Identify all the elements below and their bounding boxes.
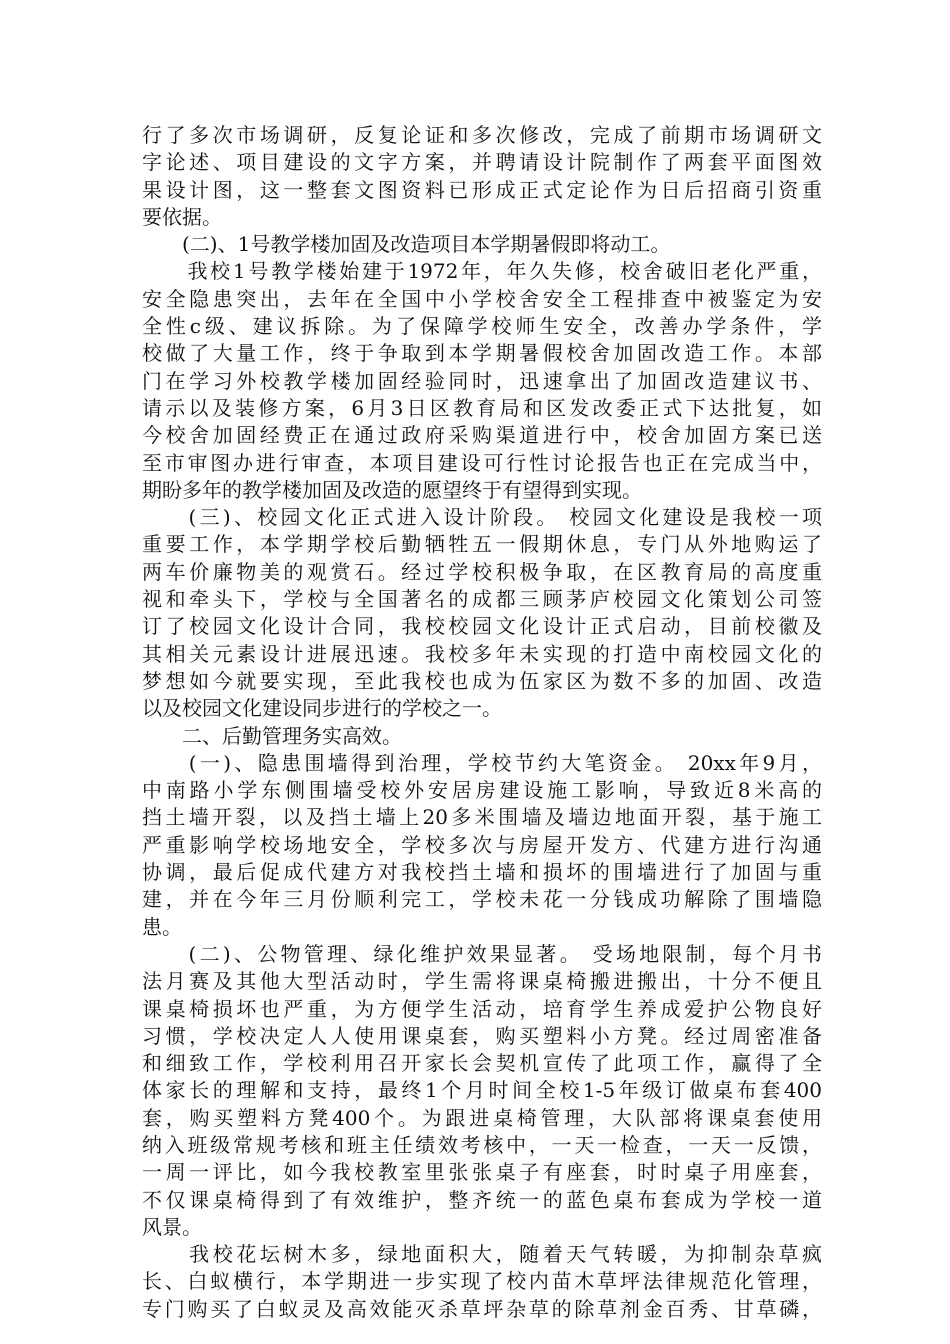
text-line: 习惯，学校决定人人使用课桌套，购买塑料小方凳。经过周密准备 — [142, 1023, 822, 1048]
text-line: 以及校园文化建设同步进行的学校之一。 — [142, 696, 502, 721]
text-line: 今校舍加固经费正在通过政府采购渠道进行中，校舍加固方案已送 — [142, 423, 822, 448]
text-line: (二)、公物管理、绿化维护效果显著。 受场地限制，每个月书 — [142, 941, 822, 966]
text-line: 和细致工作，学校利用召开家长会契机宣传了此项工作，赢得了全 — [142, 1051, 822, 1076]
text-line: 法月赛及其他大型活动时，学生需将课桌椅搬进搬出，十分不便且 — [142, 969, 822, 994]
text-line: 严重影响学校场地安全，学校多次与房屋开发方、代建方进行沟通 — [142, 832, 822, 857]
text-line: 套，购买塑料方凳400个。为跟进桌椅管理，大队部将课桌套使用 — [142, 1105, 822, 1130]
text-line: 风景。 — [142, 1214, 202, 1239]
text-line: 请示以及装修方案，6月3日区教育局和区发改委正式下达批复，如 — [142, 395, 822, 420]
text-line: 不仅课桌椅得到了有效维护，整齐统一的蓝色桌布套成为学校一道 — [142, 1187, 822, 1212]
text-line: 梦想如今就要实现，至此我校也成为伍家区为数不多的加固、改造 — [142, 668, 822, 693]
text-line: 其相关元素设计进展迅速。我校多年未实现的打造中南校园文化的 — [142, 641, 822, 666]
text-line: 二、后勤管理务实高效。 — [142, 723, 402, 748]
text-line: 体家长的理解和支持，最终1个月时间全校1-5年级订做桌布套400 — [142, 1078, 822, 1103]
text-line: 专门购买了白蚁灵及高效能灭杀草坪杂草的除草剂金百秀、甘草磷， — [142, 1296, 822, 1321]
text-line: 一周一评比，如今我校教室里张张桌子有座套，时时桌子用座套， — [142, 1160, 822, 1185]
text-line: 视和牵头下，学校与全国著名的成都三顾茅庐校园文化策划公司签 — [142, 587, 822, 612]
text-line: 门在学习外校教学楼加固经验同时，迅速拿出了加固改造建议书、 — [142, 368, 822, 393]
text-line: 全性c级、建议拆除。为了保障学校师生安全，改善办学条件，学 — [142, 314, 822, 339]
text-line: 校做了大量工作，终于争取到本学期暑假校舍加固改造工作。本部 — [142, 341, 822, 366]
text-line: 我校花坛树木多，绿地面积大，随着天气转暖，为抑制杂草疯 — [142, 1242, 822, 1267]
text-line: 中南路小学东侧围墙受校外安居房建设施工影响，导致近8米高的 — [142, 778, 822, 803]
text-line: 纳入班级常规考核和班主任绩效考核中，一天一检查，一天一反馈， — [142, 1132, 822, 1157]
document-body — [142, 122, 822, 1323]
text-line: 订了校园文化设计合同，我校校园文化设计正式启动，目前校徽及 — [142, 614, 822, 639]
text-line: 字论述、项目建设的文字方案，并聘请设计院制作了两套平面图效 — [142, 150, 822, 175]
text-line: 课桌椅损坏也严重，为方便学生活动，培育学生养成爱护公物良好 — [142, 996, 822, 1021]
text-line: 长、白蚁横行，本学期进一步实现了校内苗木草坪法律规范化管理， — [142, 1269, 822, 1294]
text-line: 行了多次市场调研，反复论证和多次修改，完成了前期市场调研文 — [142, 123, 822, 147]
text-line: 安全隐患突出，去年在全国中小学校舍安全工程排查中被鉴定为安 — [142, 286, 822, 311]
text-line: 协调，最后促成代建方对我校挡土墙和损坏的围墙进行了加固与重 — [142, 860, 822, 885]
text-line: (一)、隐患围墙得到治理，学校节约大笔资金。 20xx年9月， — [142, 750, 822, 775]
text-line: 至市审图办进行审查，本项目建设可行性讨论报告也正在完成当中， — [142, 450, 822, 475]
text-line: 期盼多年的教学楼加固及改造的愿望终于有望得到实现。 — [142, 477, 642, 502]
text-line: (三)、校园文化正式进入设计阶段。 校园文化建设是我校一项 — [142, 505, 822, 530]
text-line: 果设计图，这一整套文图资料已形成正式定论作为日后招商引资重 — [142, 177, 822, 202]
text-line: (二)、1号教学楼加固及改造项目本学期暑假即将动工。 — [142, 232, 671, 257]
text-line: 重要工作，本学期学校后勤牺牲五一假期休息，专门从外地购运了 — [142, 532, 822, 557]
text-line: 要依据。 — [142, 204, 222, 229]
text-line: 建，并在今年三月份顺利完工，学校未花一分钱成功解除了围墙隐 — [142, 887, 822, 912]
text-line: 两车价廉物美的观赏石。经过学校积极争取，在区教育局的高度重 — [142, 559, 822, 584]
text-line: 我校1号教学楼始建于1972年，年久失修，校舍破旧老化严重， — [142, 259, 822, 284]
text-line: 挡土墙开裂，以及挡土墙上20多米围墙及墙边地面开裂，基于施工 — [142, 805, 822, 830]
text-line: 患。 — [142, 914, 182, 939]
